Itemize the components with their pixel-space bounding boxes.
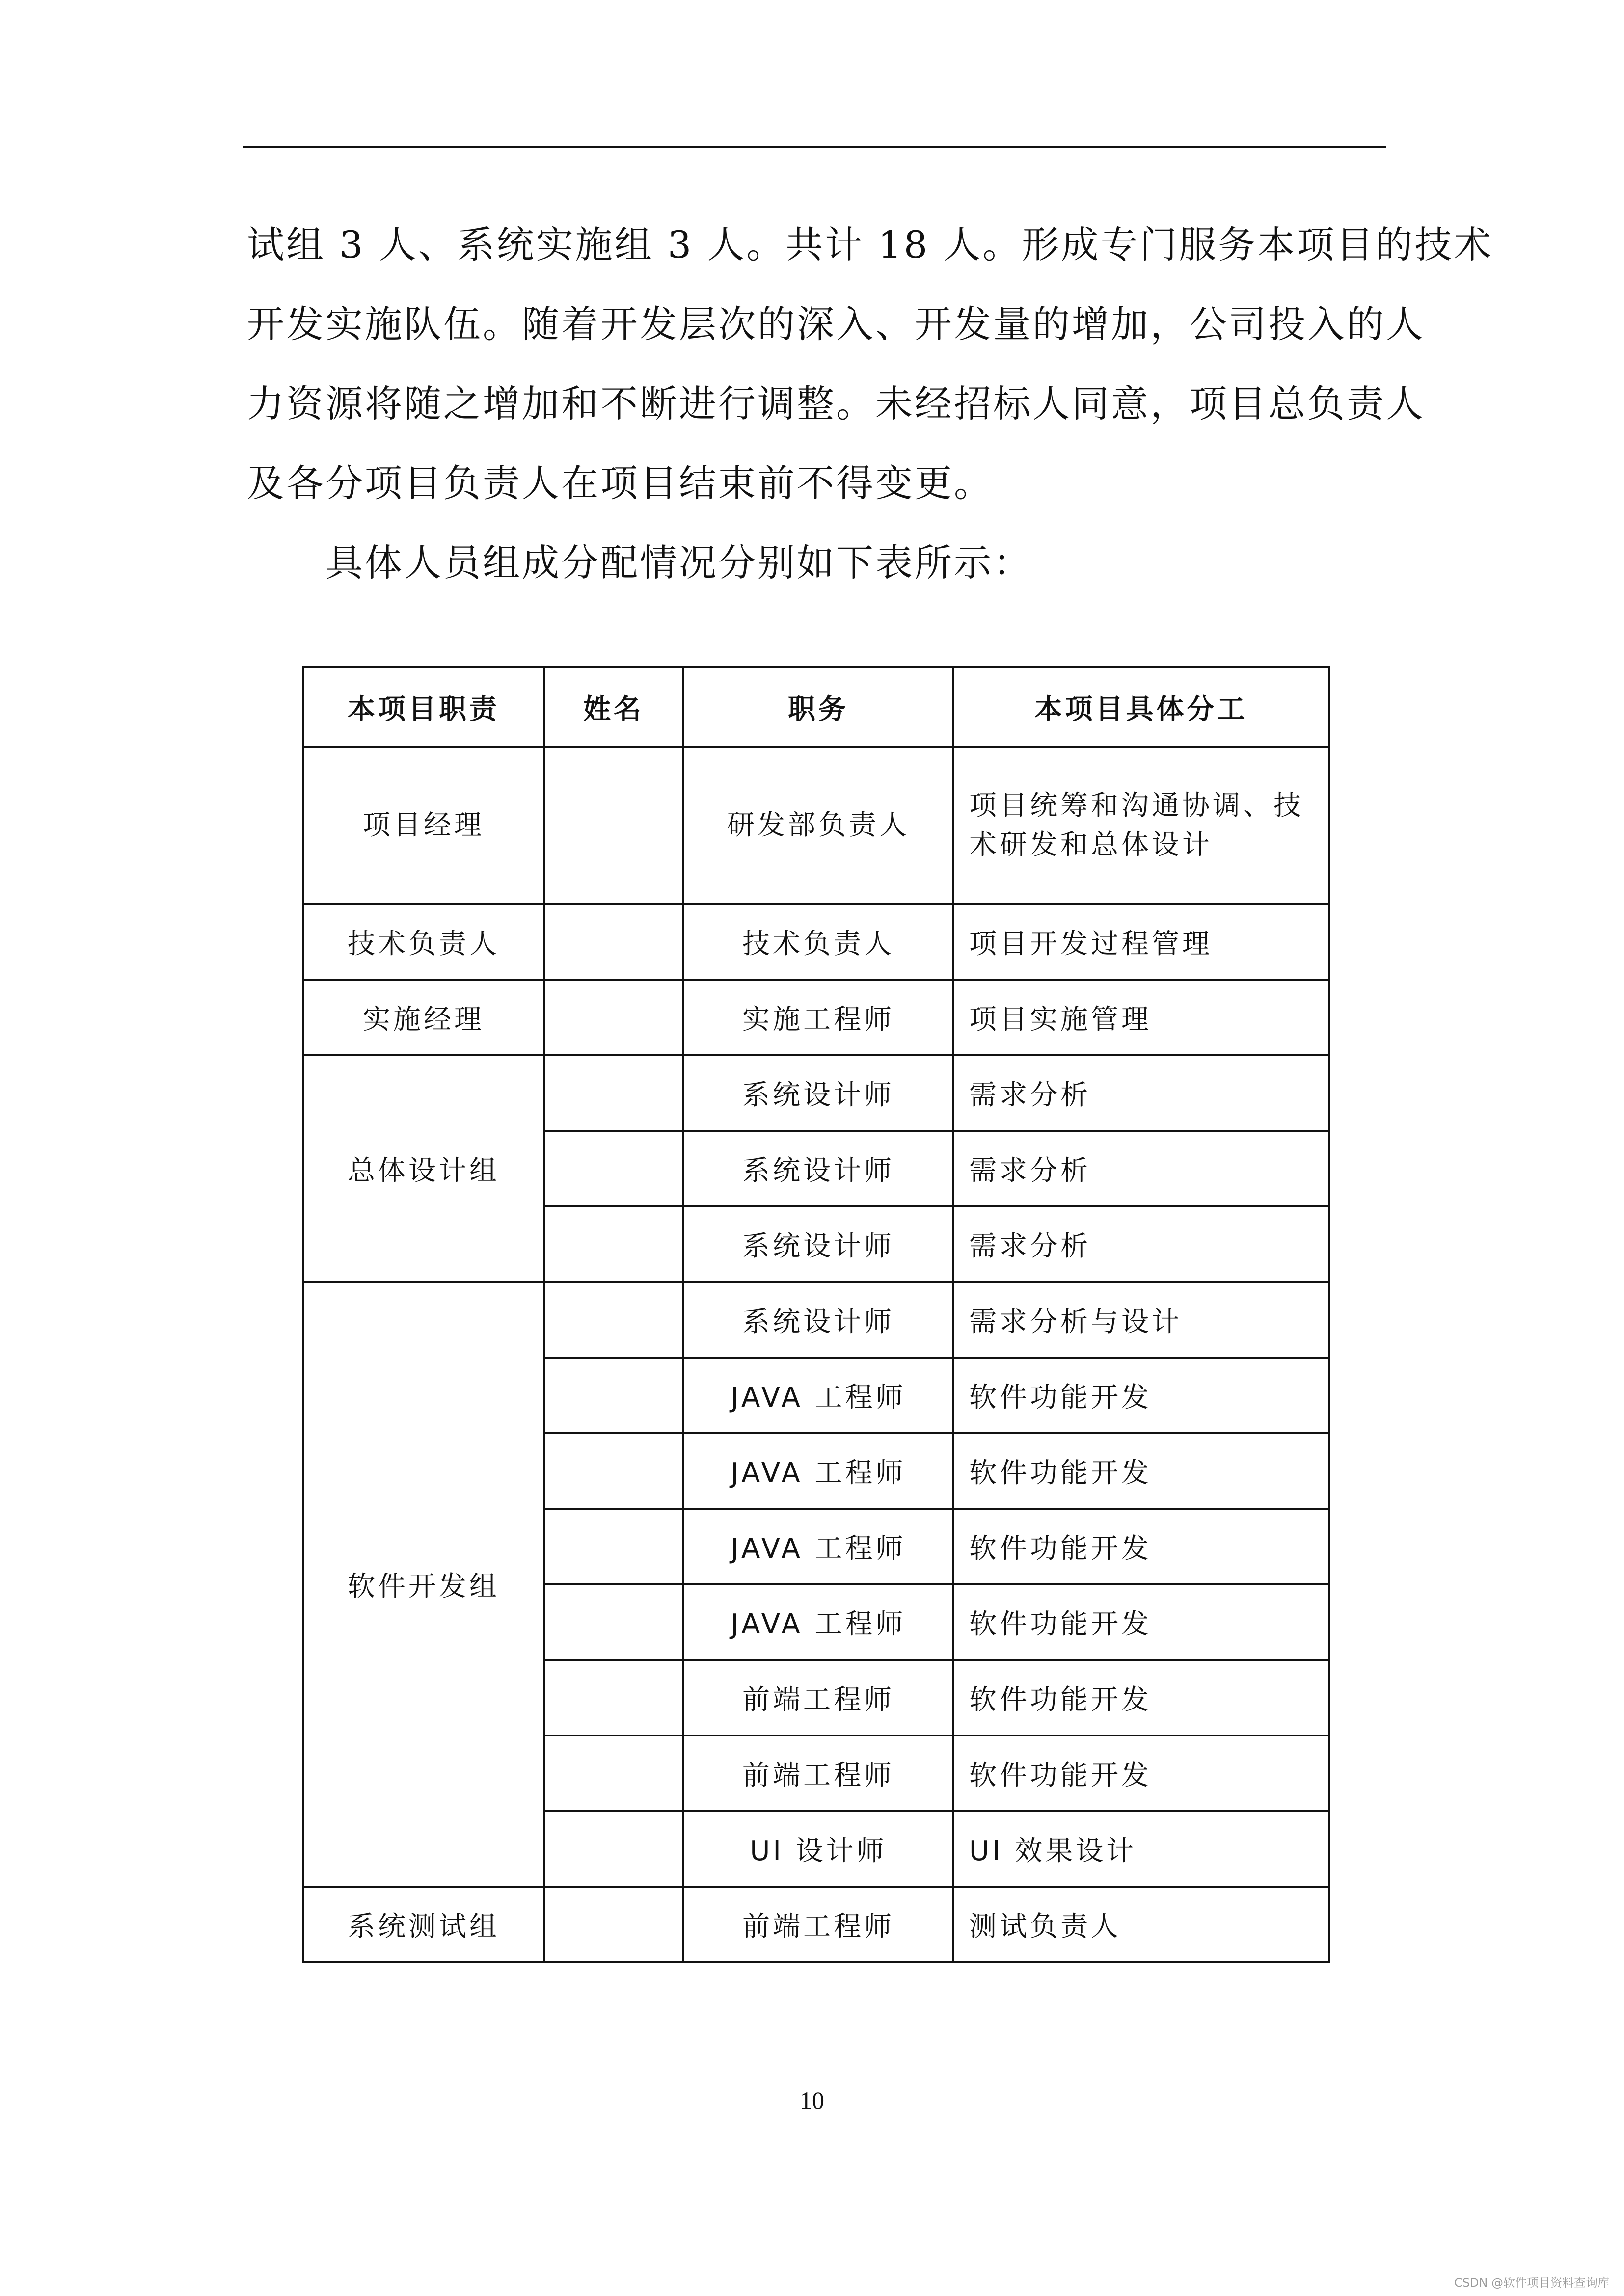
duty-cell: 测试负责人: [953, 1887, 1329, 1962]
header-rule: [243, 146, 1386, 148]
title-cell: JAVA 工程师: [683, 1584, 953, 1660]
duty-cell: UI 效果设计: [953, 1811, 1329, 1887]
name-cell: [544, 1887, 683, 1962]
name-cell: [544, 1660, 683, 1735]
header-duty: 本项目具体分工: [953, 667, 1329, 747]
staff-table: [302, 666, 1330, 1963]
name-cell: [544, 747, 683, 904]
duty-cell: 软件功能开发: [953, 1433, 1329, 1509]
role-cell: 总体设计组: [303, 1055, 544, 1282]
page-number: 10: [800, 2086, 824, 2114]
name-cell: [544, 1206, 683, 1282]
body-text: [247, 205, 1493, 603]
name-cell: [544, 980, 683, 1055]
name-cell: [544, 1584, 683, 1660]
name-cell: [544, 1433, 683, 1509]
duty-cell: 项目开发过程管理: [953, 904, 1329, 980]
title-cell: 系统设计师: [683, 1206, 953, 1282]
duty-cell: 需求分析: [953, 1206, 1329, 1282]
title-cell: 前端工程师: [683, 1887, 953, 1962]
name-cell: [544, 904, 683, 980]
duty-cell: 需求分析与设计: [953, 1282, 1329, 1358]
table-row: [303, 1282, 1329, 1358]
title-cell: 系统设计师: [683, 1055, 953, 1131]
title-cell: JAVA 工程师: [683, 1358, 953, 1433]
header-name: 姓名: [544, 667, 683, 747]
title-cell: 研发部负责人: [683, 747, 953, 904]
role-cell: 实施经理: [303, 980, 544, 1055]
duty-cell: 软件功能开发: [953, 1509, 1329, 1584]
table-intro: 具体人员组成分配情况分别如下表所示：: [325, 541, 1032, 585]
name-cell: [544, 1358, 683, 1433]
name-cell: [544, 1811, 683, 1887]
role-cell: 项目经理: [303, 747, 544, 904]
role-cell: 系统测试组: [303, 1887, 544, 1962]
duty-cell: 需求分析: [953, 1055, 1329, 1131]
table-row: [303, 1055, 1329, 1131]
title-cell: 技术负责人: [683, 904, 953, 980]
table-row: [303, 1887, 1329, 1962]
title-cell: 前端工程师: [683, 1660, 953, 1735]
duty-cell: 需求分析: [953, 1131, 1329, 1206]
watermark: CSDN @软件项目资料查询库: [1454, 2276, 1609, 2290]
title-cell: 系统设计师: [683, 1282, 953, 1358]
table-header-row: [303, 667, 1329, 747]
title-cell: JAVA 工程师: [683, 1433, 953, 1509]
duty-cell: 软件功能开发: [953, 1358, 1329, 1433]
name-cell: [544, 1282, 683, 1358]
name-cell: [544, 1509, 683, 1584]
table-row: [303, 747, 1329, 904]
table-row: [303, 980, 1329, 1055]
title-cell: JAVA 工程师: [683, 1509, 953, 1584]
paragraph-line: 及各分项目负责人在项目结束前不得变更。: [247, 461, 993, 505]
title-cell: 系统设计师: [683, 1131, 953, 1206]
duty-cell: 软件功能开发: [953, 1660, 1329, 1735]
title-cell: UI 设计师: [683, 1811, 953, 1887]
duty-cell: 项目统筹和沟通协调、技术研发和总体设计: [953, 747, 1329, 904]
header-title: 职务: [683, 667, 953, 747]
name-cell: [544, 1131, 683, 1206]
table-row: [303, 904, 1329, 980]
role-cell: 技术负责人: [303, 904, 544, 980]
title-cell: 前端工程师: [683, 1735, 953, 1811]
role-cell: 软件开发组: [303, 1282, 544, 1887]
duty-cell: 软件功能开发: [953, 1584, 1329, 1660]
paragraph-line: 力资源将随之增加和不断进行调整。未经招标人同意，项目总负责人: [247, 382, 1425, 426]
paragraph-line: 开发实施队伍。随着开发层次的深入、开发量的增加，公司投入的人: [247, 302, 1425, 346]
duty-cell: 软件功能开发: [953, 1735, 1329, 1811]
header-role: 本项目职责: [303, 667, 544, 747]
duty-cell: 项目实施管理: [953, 980, 1329, 1055]
title-cell: 实施工程师: [683, 980, 953, 1055]
name-cell: [544, 1735, 683, 1811]
name-cell: [544, 1055, 683, 1131]
paragraph-line: 试组 3 人、系统实施组 3 人。共计 18 人。形成专门服务本项目的技术: [247, 223, 1493, 267]
